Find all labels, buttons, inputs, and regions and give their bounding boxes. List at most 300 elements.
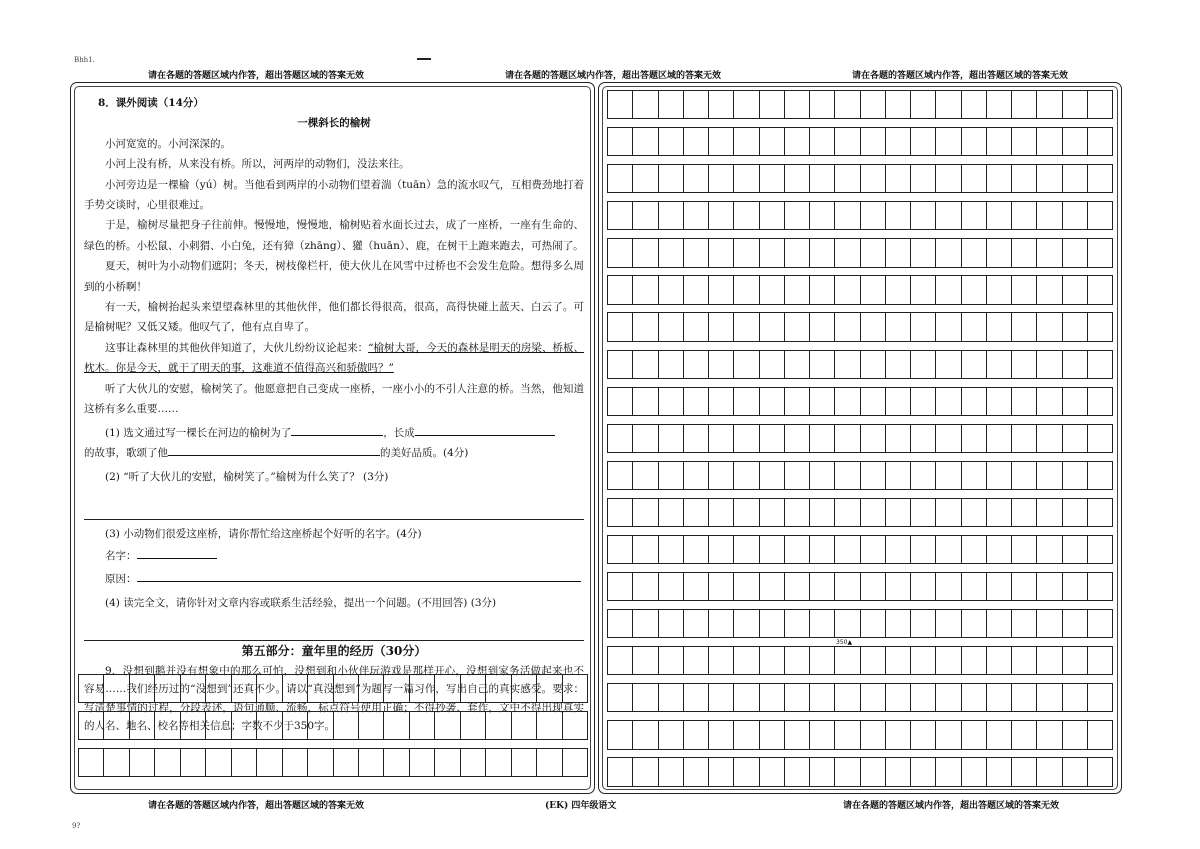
composition-grid-cell[interactable] bbox=[861, 647, 886, 674]
composition-grid-cell[interactable] bbox=[760, 239, 785, 266]
composition-grid-cell[interactable] bbox=[257, 712, 282, 739]
composition-grid-cell[interactable] bbox=[1037, 499, 1062, 526]
composition-grid-cell[interactable] bbox=[1063, 313, 1088, 340]
composition-grid-cell[interactable] bbox=[1063, 239, 1088, 266]
composition-grid-cell[interactable] bbox=[1012, 462, 1037, 489]
composition-grid-cell[interactable] bbox=[785, 276, 810, 303]
composition-grid-cell[interactable] bbox=[861, 239, 886, 266]
composition-grid-cell[interactable] bbox=[633, 610, 658, 637]
composition-grid-cell[interactable] bbox=[1037, 351, 1062, 378]
composition-grid-cell[interactable] bbox=[734, 276, 759, 303]
composition-grid-cell[interactable] bbox=[1037, 239, 1062, 266]
composition-grid-cell[interactable] bbox=[1012, 610, 1037, 637]
composition-grid-cell[interactable] bbox=[384, 675, 409, 702]
composition-grid-cell[interactable] bbox=[1037, 91, 1062, 118]
composition-grid-cell[interactable] bbox=[608, 573, 633, 600]
composition-grid-cell[interactable] bbox=[206, 675, 231, 702]
composition-grid-cell[interactable] bbox=[936, 351, 961, 378]
composition-grid-cell[interactable] bbox=[633, 573, 658, 600]
composition-grid-cell[interactable] bbox=[1037, 721, 1062, 748]
composition-grid-cell[interactable] bbox=[709, 721, 734, 748]
composition-grid-cell[interactable] bbox=[1088, 499, 1112, 526]
composition-grid-cell[interactable] bbox=[659, 128, 684, 155]
composition-grid-cell[interactable] bbox=[1088, 239, 1112, 266]
composition-grid-cell[interactable] bbox=[1012, 573, 1037, 600]
composition-grid-cell[interactable] bbox=[987, 128, 1012, 155]
composition-grid-cell[interactable] bbox=[563, 675, 587, 702]
composition-grid-cell[interactable] bbox=[608, 536, 633, 563]
composition-grid-cell[interactable] bbox=[608, 165, 633, 192]
composition-grid-cell[interactable] bbox=[130, 712, 155, 739]
composition-grid-cell[interactable] bbox=[962, 351, 987, 378]
composition-grid-cell[interactable] bbox=[886, 721, 911, 748]
composition-grid-cell[interactable] bbox=[659, 202, 684, 229]
composition-grid-cell[interactable] bbox=[633, 276, 658, 303]
composition-grid-cell[interactable] bbox=[987, 647, 1012, 674]
composition-grid-cell[interactable] bbox=[962, 128, 987, 155]
composition-grid-cell[interactable] bbox=[633, 202, 658, 229]
composition-grid-cell[interactable] bbox=[886, 351, 911, 378]
composition-grid-cell[interactable] bbox=[633, 91, 658, 118]
composition-grid-cell[interactable] bbox=[810, 202, 835, 229]
composition-grid-cell[interactable] bbox=[785, 758, 810, 785]
composition-grid-cell[interactable] bbox=[911, 573, 936, 600]
composition-grid-cell[interactable] bbox=[1037, 573, 1062, 600]
composition-grid-cell[interactable] bbox=[785, 573, 810, 600]
composition-grid-cell[interactable] bbox=[659, 647, 684, 674]
composition-grid-cell[interactable] bbox=[962, 239, 987, 266]
composition-grid-cell[interactable] bbox=[911, 313, 936, 340]
composition-grid-cell[interactable] bbox=[760, 573, 785, 600]
composition-grid-cell[interactable] bbox=[633, 647, 658, 674]
composition-grid-cell[interactable] bbox=[810, 128, 835, 155]
composition-grid-cell[interactable] bbox=[835, 684, 860, 711]
q3-reason-blank[interactable] bbox=[137, 569, 581, 582]
composition-grid-cell[interactable] bbox=[987, 758, 1012, 785]
composition-grid-cell[interactable] bbox=[886, 647, 911, 674]
composition-grid-cell[interactable] bbox=[461, 749, 486, 776]
composition-grid-cell[interactable] bbox=[734, 425, 759, 452]
composition-grid-cell[interactable] bbox=[1063, 388, 1088, 415]
composition-grid-cell[interactable] bbox=[181, 712, 206, 739]
composition-grid-cell[interactable] bbox=[886, 165, 911, 192]
composition-grid-cell[interactable] bbox=[810, 721, 835, 748]
composition-grid-cell[interactable] bbox=[886, 684, 911, 711]
composition-grid-cell[interactable] bbox=[206, 712, 231, 739]
composition-grid-cell[interactable] bbox=[181, 749, 206, 776]
composition-grid-cell[interactable] bbox=[835, 425, 860, 452]
composition-grid-cell[interactable] bbox=[987, 684, 1012, 711]
composition-grid-cell[interactable] bbox=[760, 462, 785, 489]
composition-grid-cell[interactable] bbox=[810, 351, 835, 378]
composition-grid-cell[interactable] bbox=[608, 610, 633, 637]
composition-grid-cell[interactable] bbox=[608, 721, 633, 748]
composition-grid-cell[interactable] bbox=[1012, 202, 1037, 229]
composition-grid-cell[interactable] bbox=[684, 721, 709, 748]
composition-grid-cell[interactable] bbox=[1063, 721, 1088, 748]
composition-grid-cell[interactable] bbox=[861, 610, 886, 637]
composition-grid-cell[interactable] bbox=[911, 128, 936, 155]
composition-grid-cell[interactable] bbox=[659, 165, 684, 192]
composition-grid-cell[interactable] bbox=[709, 276, 734, 303]
composition-grid-cell[interactable] bbox=[659, 573, 684, 600]
composition-grid-cell[interactable] bbox=[810, 165, 835, 192]
composition-grid-cell[interactable] bbox=[886, 758, 911, 785]
composition-grid-cell[interactable] bbox=[384, 712, 409, 739]
composition-grid-cell[interactable] bbox=[359, 712, 384, 739]
composition-grid-cell[interactable] bbox=[1063, 91, 1088, 118]
composition-grid-cell[interactable] bbox=[962, 388, 987, 415]
q1-blank-3[interactable] bbox=[168, 443, 380, 456]
composition-grid-cell[interactable] bbox=[608, 462, 633, 489]
composition-grid-cell[interactable] bbox=[1037, 128, 1062, 155]
composition-grid-cell[interactable] bbox=[987, 165, 1012, 192]
composition-grid-cell[interactable] bbox=[861, 313, 886, 340]
composition-grid-cell[interactable] bbox=[709, 684, 734, 711]
composition-grid-cell[interactable] bbox=[1012, 313, 1037, 340]
composition-grid-cell[interactable] bbox=[911, 610, 936, 637]
composition-grid-cell[interactable] bbox=[563, 712, 587, 739]
composition-grid-cell[interactable] bbox=[760, 128, 785, 155]
composition-grid-cell[interactable] bbox=[608, 128, 633, 155]
composition-grid-cell[interactable] bbox=[861, 536, 886, 563]
composition-grid-cell[interactable] bbox=[709, 499, 734, 526]
composition-grid-cell[interactable] bbox=[684, 647, 709, 674]
composition-grid-cell[interactable] bbox=[608, 388, 633, 415]
composition-grid-cell[interactable] bbox=[911, 647, 936, 674]
composition-grid-cell[interactable] bbox=[886, 388, 911, 415]
composition-grid-cell[interactable] bbox=[962, 313, 987, 340]
composition-grid-cell[interactable] bbox=[1063, 276, 1088, 303]
composition-grid-cell[interactable] bbox=[684, 202, 709, 229]
composition-grid-cell[interactable] bbox=[334, 675, 359, 702]
composition-grid-cell[interactable] bbox=[835, 758, 860, 785]
composition-grid-cell[interactable] bbox=[962, 573, 987, 600]
composition-grid-cell[interactable] bbox=[684, 536, 709, 563]
composition-grid-cell[interactable] bbox=[659, 610, 684, 637]
composition-grid-cell[interactable] bbox=[659, 276, 684, 303]
composition-grid-cell[interactable] bbox=[810, 313, 835, 340]
composition-grid-cell[interactable] bbox=[1063, 202, 1088, 229]
composition-grid-cell[interactable] bbox=[936, 647, 961, 674]
composition-grid-cell[interactable] bbox=[734, 165, 759, 192]
composition-grid-cell[interactable] bbox=[684, 239, 709, 266]
composition-grid-cell[interactable] bbox=[1012, 388, 1037, 415]
composition-grid-cell[interactable] bbox=[734, 351, 759, 378]
composition-grid-cell[interactable] bbox=[486, 712, 511, 739]
composition-grid-cell[interactable] bbox=[760, 91, 785, 118]
composition-grid-cell[interactable] bbox=[608, 202, 633, 229]
composition-grid-cell[interactable] bbox=[435, 675, 460, 702]
composition-grid-cell[interactable] bbox=[911, 239, 936, 266]
composition-grid-cell[interactable] bbox=[861, 202, 886, 229]
composition-grid-cell[interactable] bbox=[709, 313, 734, 340]
composition-grid-cell[interactable] bbox=[861, 165, 886, 192]
composition-grid-cell[interactable] bbox=[962, 499, 987, 526]
composition-grid-cell[interactable] bbox=[962, 758, 987, 785]
composition-grid-cell[interactable] bbox=[1088, 165, 1112, 192]
composition-grid-cell[interactable] bbox=[1063, 499, 1088, 526]
composition-grid-cell[interactable] bbox=[709, 647, 734, 674]
composition-grid-cell[interactable] bbox=[486, 749, 511, 776]
composition-grid-cell[interactable] bbox=[810, 499, 835, 526]
composition-grid-cell[interactable] bbox=[1012, 425, 1037, 452]
composition-grid-cell[interactable] bbox=[659, 536, 684, 563]
composition-grid-cell[interactable] bbox=[835, 128, 860, 155]
composition-grid-cell[interactable] bbox=[987, 462, 1012, 489]
composition-grid-cell[interactable] bbox=[709, 165, 734, 192]
composition-grid-cell[interactable] bbox=[1063, 128, 1088, 155]
composition-grid-cell[interactable] bbox=[1063, 573, 1088, 600]
composition-grid-cell[interactable] bbox=[155, 749, 180, 776]
composition-grid-cell[interactable] bbox=[734, 499, 759, 526]
composition-grid-cell[interactable] bbox=[1012, 276, 1037, 303]
composition-grid-cell[interactable] bbox=[785, 462, 810, 489]
composition-grid-cell[interactable] bbox=[835, 91, 860, 118]
composition-grid-cell[interactable] bbox=[936, 536, 961, 563]
composition-grid-cell[interactable] bbox=[659, 425, 684, 452]
composition-grid-cell[interactable] bbox=[911, 202, 936, 229]
composition-grid-cell[interactable] bbox=[633, 351, 658, 378]
composition-grid-cell[interactable] bbox=[684, 313, 709, 340]
composition-grid-cell[interactable] bbox=[659, 721, 684, 748]
composition-grid-cell[interactable] bbox=[1037, 536, 1062, 563]
composition-grid-cell[interactable] bbox=[709, 128, 734, 155]
composition-grid-cell[interactable] bbox=[987, 425, 1012, 452]
composition-grid-cell[interactable] bbox=[785, 647, 810, 674]
composition-grid-cell[interactable] bbox=[659, 91, 684, 118]
composition-grid-cell[interactable] bbox=[760, 165, 785, 192]
q2-answer-line[interactable] bbox=[84, 500, 584, 520]
composition-grid-cell[interactable] bbox=[785, 425, 810, 452]
composition-grid-cell[interactable] bbox=[104, 749, 129, 776]
composition-grid-cell[interactable] bbox=[936, 758, 961, 785]
composition-grid-cell[interactable] bbox=[911, 462, 936, 489]
composition-grid-cell[interactable] bbox=[283, 712, 308, 739]
composition-grid-cell[interactable] bbox=[810, 276, 835, 303]
composition-grid-cell[interactable] bbox=[810, 647, 835, 674]
composition-grid-cell[interactable] bbox=[785, 202, 810, 229]
composition-grid-cell[interactable] bbox=[936, 462, 961, 489]
composition-grid-cell[interactable] bbox=[79, 712, 104, 739]
composition-grid-cell[interactable] bbox=[936, 610, 961, 637]
composition-grid-cell[interactable] bbox=[987, 721, 1012, 748]
composition-grid-cell[interactable] bbox=[936, 388, 961, 415]
composition-grid-cell[interactable] bbox=[987, 202, 1012, 229]
composition-grid-cell[interactable] bbox=[1012, 684, 1037, 711]
composition-grid-cell[interactable] bbox=[104, 675, 129, 702]
composition-grid-cell[interactable] bbox=[709, 610, 734, 637]
composition-grid-cell[interactable] bbox=[684, 388, 709, 415]
composition-grid-cell[interactable] bbox=[608, 91, 633, 118]
composition-grid-cell[interactable] bbox=[659, 313, 684, 340]
composition-grid-cell[interactable] bbox=[1088, 202, 1112, 229]
composition-grid-cell[interactable] bbox=[308, 749, 333, 776]
composition-grid-cell[interactable] bbox=[1088, 536, 1112, 563]
composition-grid-cell[interactable] bbox=[1088, 721, 1112, 748]
composition-grid-cell[interactable] bbox=[936, 128, 961, 155]
composition-grid-cell[interactable] bbox=[537, 675, 562, 702]
composition-grid-cell[interactable] bbox=[886, 536, 911, 563]
composition-grid-cell[interactable] bbox=[936, 721, 961, 748]
composition-grid-cell[interactable] bbox=[684, 425, 709, 452]
composition-grid-cell[interactable] bbox=[104, 712, 129, 739]
composition-grid-cell[interactable] bbox=[410, 712, 435, 739]
q3-name-blank[interactable] bbox=[137, 546, 217, 559]
composition-grid-cell[interactable] bbox=[1037, 165, 1062, 192]
composition-grid-cell[interactable] bbox=[936, 165, 961, 192]
composition-grid-cell[interactable] bbox=[861, 276, 886, 303]
composition-grid-cell[interactable] bbox=[785, 351, 810, 378]
composition-grid-cell[interactable] bbox=[987, 351, 1012, 378]
composition-grid-cell[interactable] bbox=[785, 684, 810, 711]
composition-grid-cell[interactable] bbox=[835, 165, 860, 192]
composition-grid-cell[interactable] bbox=[962, 276, 987, 303]
composition-grid-cell[interactable] bbox=[936, 91, 961, 118]
composition-grid-cell[interactable] bbox=[1063, 462, 1088, 489]
composition-grid-cell[interactable] bbox=[563, 749, 587, 776]
composition-grid-cell[interactable] bbox=[608, 684, 633, 711]
composition-grid-cell[interactable] bbox=[861, 388, 886, 415]
composition-grid-cell[interactable] bbox=[1012, 499, 1037, 526]
composition-grid-cell[interactable] bbox=[785, 536, 810, 563]
composition-grid-cell[interactable] bbox=[1012, 647, 1037, 674]
composition-grid-cell[interactable] bbox=[1088, 758, 1112, 785]
composition-grid-cell[interactable] bbox=[1037, 388, 1062, 415]
composition-grid-cell[interactable] bbox=[608, 276, 633, 303]
composition-grid-cell[interactable] bbox=[810, 462, 835, 489]
composition-grid-cell[interactable] bbox=[760, 425, 785, 452]
composition-grid-cell[interactable] bbox=[734, 573, 759, 600]
composition-grid-cell[interactable] bbox=[1063, 684, 1088, 711]
composition-grid-cell[interactable] bbox=[835, 239, 860, 266]
composition-grid-cell[interactable] bbox=[1063, 165, 1088, 192]
composition-grid-cell[interactable] bbox=[760, 536, 785, 563]
composition-grid-cell[interactable] bbox=[760, 610, 785, 637]
composition-grid-cell[interactable] bbox=[886, 462, 911, 489]
composition-grid-cell[interactable] bbox=[987, 313, 1012, 340]
composition-grid-cell[interactable] bbox=[659, 388, 684, 415]
composition-grid-cell[interactable] bbox=[760, 499, 785, 526]
composition-grid-cell[interactable] bbox=[1088, 276, 1112, 303]
composition-grid-cell[interactable] bbox=[861, 462, 886, 489]
composition-grid-cell[interactable] bbox=[911, 276, 936, 303]
composition-grid-cell[interactable] bbox=[936, 684, 961, 711]
composition-grid-cell[interactable] bbox=[1088, 684, 1112, 711]
composition-grid-cell[interactable] bbox=[1012, 536, 1037, 563]
composition-grid-cell[interactable] bbox=[283, 675, 308, 702]
composition-grid-cell[interactable] bbox=[861, 721, 886, 748]
composition-grid-cell[interactable] bbox=[785, 610, 810, 637]
composition-grid-cell[interactable] bbox=[334, 712, 359, 739]
composition-grid-cell[interactable] bbox=[709, 573, 734, 600]
composition-grid-cell[interactable] bbox=[861, 573, 886, 600]
composition-grid-cell[interactable] bbox=[835, 499, 860, 526]
composition-grid-cell[interactable] bbox=[659, 462, 684, 489]
composition-grid-cell[interactable] bbox=[608, 239, 633, 266]
composition-grid-cell[interactable] bbox=[911, 721, 936, 748]
composition-grid-cell[interactable] bbox=[734, 684, 759, 711]
composition-grid-cell[interactable] bbox=[633, 239, 658, 266]
composition-grid-cell[interactable] bbox=[760, 647, 785, 674]
composition-grid-cell[interactable] bbox=[633, 462, 658, 489]
composition-grid-cell[interactable] bbox=[684, 573, 709, 600]
composition-grid-cell[interactable] bbox=[861, 91, 886, 118]
composition-grid-cell[interactable] bbox=[734, 202, 759, 229]
composition-grid-cell[interactable] bbox=[633, 536, 658, 563]
composition-grid-cell[interactable] bbox=[886, 313, 911, 340]
composition-grid-cell[interactable] bbox=[962, 610, 987, 637]
composition-grid-cell[interactable] bbox=[1063, 425, 1088, 452]
composition-grid-cell[interactable] bbox=[911, 165, 936, 192]
composition-grid-cell[interactable] bbox=[1012, 128, 1037, 155]
composition-grid-cell[interactable] bbox=[232, 749, 257, 776]
composition-grid-cell[interactable] bbox=[1088, 610, 1112, 637]
composition-grid-cell[interactable] bbox=[760, 721, 785, 748]
composition-grid-cell[interactable] bbox=[785, 499, 810, 526]
composition-grid-cell[interactable] bbox=[709, 239, 734, 266]
composition-grid-cell[interactable] bbox=[936, 499, 961, 526]
composition-grid-cell[interactable] bbox=[760, 388, 785, 415]
composition-grid-cell[interactable] bbox=[608, 351, 633, 378]
composition-grid-cell[interactable] bbox=[633, 388, 658, 415]
composition-grid-cell[interactable] bbox=[461, 712, 486, 739]
composition-grid-cell[interactable] bbox=[760, 276, 785, 303]
composition-grid-cell[interactable] bbox=[659, 499, 684, 526]
composition-grid-cell[interactable] bbox=[911, 536, 936, 563]
composition-grid-cell[interactable] bbox=[1012, 165, 1037, 192]
composition-grid-cell[interactable] bbox=[1037, 684, 1062, 711]
composition-grid-cell[interactable] bbox=[911, 684, 936, 711]
composition-grid-cell[interactable] bbox=[512, 749, 537, 776]
composition-grid-cell[interactable] bbox=[734, 128, 759, 155]
composition-grid-cell[interactable] bbox=[684, 276, 709, 303]
composition-grid-cell[interactable] bbox=[861, 684, 886, 711]
composition-grid-cell[interactable] bbox=[835, 202, 860, 229]
composition-grid-cell[interactable] bbox=[810, 425, 835, 452]
composition-grid-cell[interactable] bbox=[810, 388, 835, 415]
composition-grid-cell[interactable] bbox=[936, 313, 961, 340]
composition-grid-cell[interactable] bbox=[734, 647, 759, 674]
composition-grid-cell[interactable] bbox=[987, 573, 1012, 600]
composition-grid-cell[interactable] bbox=[1012, 351, 1037, 378]
composition-grid-cell[interactable] bbox=[760, 684, 785, 711]
composition-grid-cell[interactable] bbox=[962, 202, 987, 229]
composition-grid-cell[interactable] bbox=[734, 91, 759, 118]
composition-grid-cell[interactable] bbox=[911, 351, 936, 378]
composition-grid-cell[interactable] bbox=[1088, 351, 1112, 378]
composition-grid-cell[interactable] bbox=[987, 536, 1012, 563]
composition-grid-cell[interactable] bbox=[1088, 425, 1112, 452]
composition-grid-cell[interactable] bbox=[1088, 388, 1112, 415]
composition-grid-cell[interactable] bbox=[435, 712, 460, 739]
composition-grid-cell[interactable] bbox=[410, 749, 435, 776]
composition-grid-cell[interactable] bbox=[79, 749, 104, 776]
composition-grid-cell[interactable] bbox=[709, 536, 734, 563]
composition-grid-cell[interactable] bbox=[359, 749, 384, 776]
composition-grid-cell[interactable] bbox=[232, 712, 257, 739]
composition-grid-cell[interactable] bbox=[962, 684, 987, 711]
composition-grid-cell[interactable] bbox=[633, 425, 658, 452]
composition-grid-cell[interactable] bbox=[785, 165, 810, 192]
composition-grid-cell[interactable] bbox=[734, 758, 759, 785]
composition-grid-cell[interactable] bbox=[659, 351, 684, 378]
composition-grid-cell[interactable] bbox=[987, 388, 1012, 415]
composition-grid-cell[interactable] bbox=[962, 165, 987, 192]
composition-grid-cell[interactable] bbox=[308, 675, 333, 702]
composition-grid-cell[interactable] bbox=[684, 499, 709, 526]
composition-grid-cell[interactable] bbox=[810, 536, 835, 563]
